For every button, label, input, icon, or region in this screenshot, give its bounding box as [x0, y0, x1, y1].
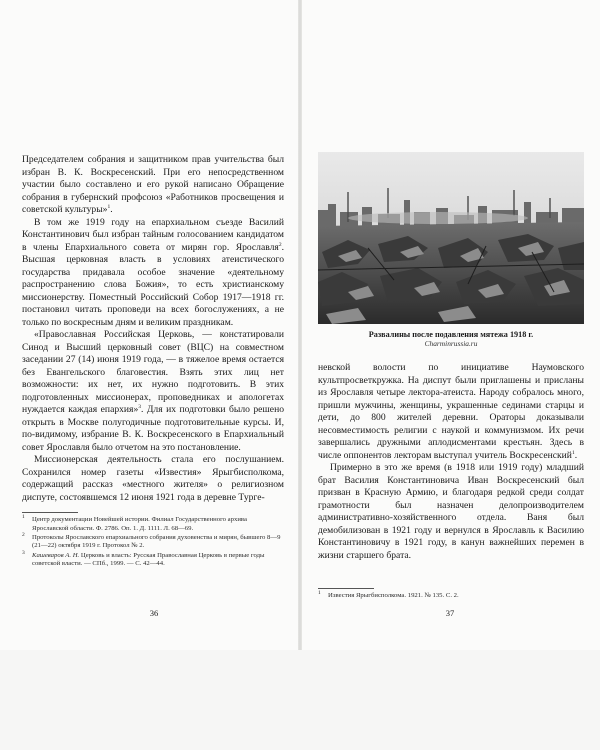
paragraph: Председателем собрания и защитником прав учительства был избран В. К. Воскресенский. При его непосредственном участии было составлено и его рукой написано Обращение собрания в губернский профсоюз «Работников просвещения и советской культуры»$^1$. — [22, 154, 284, 215]
footnote-ref: 3 — [138, 403, 142, 410]
right-body-text — [318, 362, 584, 562]
photo-caption-source: Charminrussia.ru — [424, 339, 478, 348]
paragraph: «Православная Российская Церковь, — констатировали Синод и Высший церковный совет (ВЦС) на совместном заседании 27 (14) июня 1919 года, — в тяжелое время остается без Евангельского благовестия. Взять этих лиц нет возможности: их нет, их нужно подготовить. В этих подготовленных миссионерах, проповедниках и апологетах нуждается каждая епархия»$^3$. Для их подготовки было решено открыть в Москве полугодичные подготовительные курсы. И, по-видимому, избрание В. К. Воскресенского в Епархиальный совет Ярославля было отчетом на это постановление. — [22, 329, 285, 453]
photo-caption — [318, 330, 584, 348]
footnote-ref: 1 — [107, 203, 111, 210]
left-footnotes — [22, 513, 284, 569]
right-footnotes — [318, 589, 584, 601]
footnote: $^1$ Центр документации Новейшей истории. Филиал Государственного архива Ярославской области. Ф. 2786. Оп. 1. Д. 1111. Л. 68—69. — [22, 513, 247, 532]
footnote: $^2$ Протоколы Ярославского епархиального собрания духовенства и мирян, бывшего 8—9 (21—22) октября 1919 г. Протокол № 2. — [22, 531, 281, 550]
footnote: $^1$ Известия Ярыгбисполкома. 1921. № 135. С. 2. — [318, 589, 459, 599]
footnote-ref: 2 — [278, 241, 282, 248]
page-number: 36 — [149, 608, 159, 618]
footnote-divider — [22, 512, 78, 513]
paragraph: В том же 1919 году на епархиальном съезде Василий Константинович был избран тайным голосованием кандидатом в члены Епархиального совета от мирян гор. Ярославля$^2$. Высшая церковная власть в условиях атеистического государства придавала особое значение «деятельному распространению слова Божия», то есть христианскому миссионерству. Поместный Российский Собор 1917—1918 гг. постановил читать проповеди на всех богослужениях, а не только по воскресным дням и великим праздникам. — [22, 216, 284, 328]
photo-caption-title: Развалины после подавления мятежа 1918 г. — [368, 330, 534, 339]
paragraph: невской волости по инициативе Наумовского культпросветкружка. На диспут были приглашены и присланы из Ярославля четыре лектора-атеиста. Народу собралось много, пришли мужчины, женщины, украшенные сединами старцы и дети, до 800 жителей деревни. Ораторы доказывали несовместимость религии с наукой и коммунизмом. Их речи завершались дружными аплодисментами крестьян. Здесь в числе оппонентов лекторам выступал учитель Воскресенский$^1$. — [318, 362, 584, 461]
left-body-text — [22, 154, 284, 504]
paragraph: Миссионерская деятельность стала его послушанием. Сохранился номер газеты «Известия» Ярыгбисполкома, содержащий рассказ «местного жителя» о религиозном диспуте, состоявшемся 12 июня 1921 года в деревне Турге- — [22, 454, 284, 503]
paragraph: Примерно в это же время (в 1918 или 1919 году) младший брат Василия Константиновича Иван Воскресенский был призван в Красную Армию, и благодаря редкой среди солдат грамотности был назначен делопроизводителем административно-хозяйственного отдела. Ваня был демобилизован в 1921 году и вернулся в Ярославль к Василию Константиновичу в 1921 году, в канун важнейших перемен в жизни старшего брата. — [318, 462, 584, 561]
footnote-divider — [318, 588, 374, 589]
ruins-photo-graphic — [318, 152, 584, 324]
page-number: 37 — [445, 608, 455, 618]
footnote: $^3$ Кашеваров А. Н. Церковь и власть: Русская Православная Церковь в первые годы советской власти. — СПб., 1999. — С. 42—44. — [22, 549, 265, 568]
footnote-ref: 1 — [571, 449, 575, 456]
ruins-photo — [318, 152, 584, 324]
